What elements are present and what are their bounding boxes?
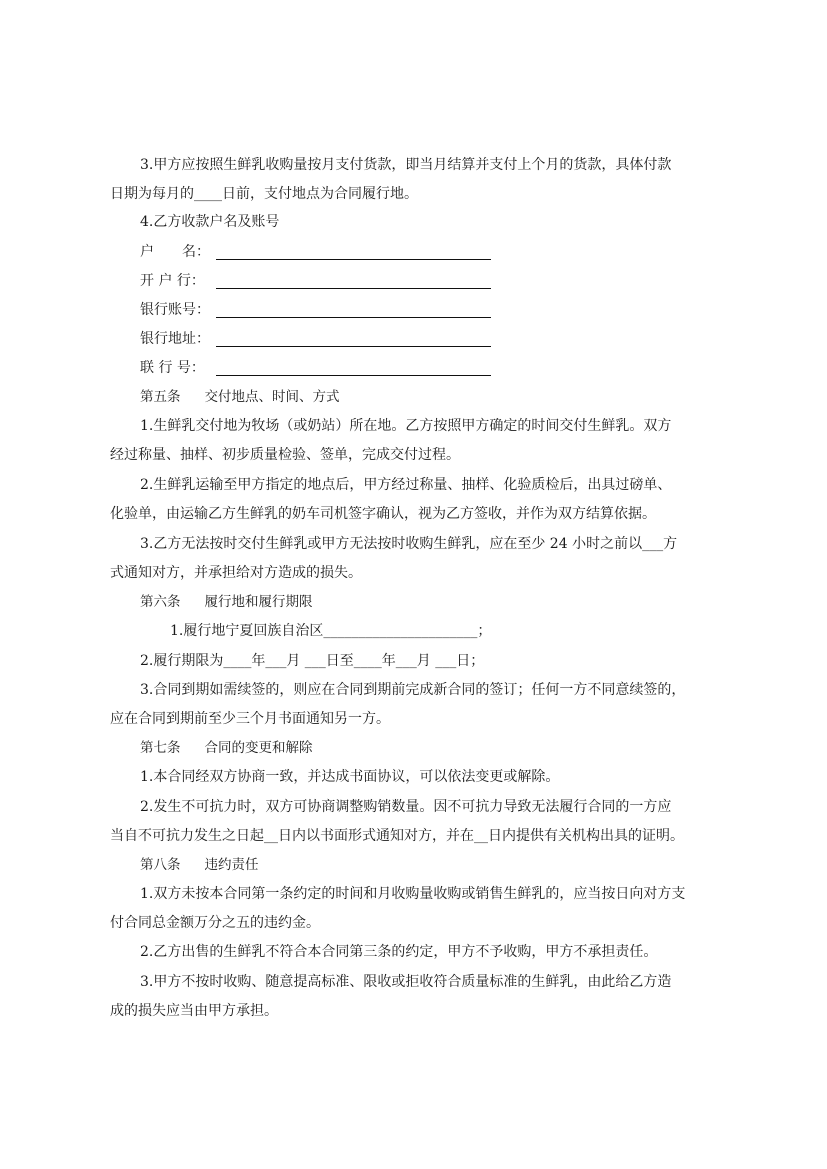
article-number: 第七条	[140, 740, 181, 756]
blank-underline	[216, 346, 491, 347]
account-field-number	[140, 300, 216, 320]
paragraph-line: 当自不可抗力发生之日起__日内以书面形式通知对方，并在__日内提供有关机构出具的证明。	[110, 828, 684, 844]
blank-underline	[216, 375, 491, 376]
field-label: 银行账号：	[140, 302, 210, 318]
paragraph-line: 3.合同到期如需续签的，则应在合同到期前完成新合同的签订；任何一方不同意续签的，	[140, 682, 686, 698]
article-heading	[140, 855, 259, 875]
paragraph-line: 应在合同到期前至少三个月书面通知另一方。	[110, 711, 390, 727]
article-title: 合同的变更和解除	[204, 740, 313, 756]
paragraph-line: 成的损失应当由甲方承担。	[110, 1003, 278, 1019]
paragraph-line: 付合同总金额万分之五的违约金。	[110, 915, 320, 931]
article-number: 第五条	[140, 389, 181, 405]
paragraph-line: 经过称量、抽样、初步质量检验、签单，完成交付过程。	[110, 447, 460, 463]
paragraph-line: 3.乙方无法按时交付生鲜乳或甲方无法按时收购生鲜乳，应在至少 24 小时之前以___方	[140, 536, 678, 552]
paragraph-line: 1.履行地宁夏回族自治区______________________；	[170, 623, 492, 639]
account-field-address	[140, 329, 216, 349]
blank-underline	[216, 259, 491, 260]
article-heading	[140, 592, 313, 612]
article-title: 违约责任	[204, 857, 259, 873]
field-label: 开 户 行：	[140, 273, 205, 289]
field-label: 联 行 号：	[140, 360, 205, 376]
paragraph-line: 1.生鲜乳交付地为牧场（或奶站）所在地。乙方按照甲方确定的时间交付生鲜乳。双方	[140, 418, 672, 434]
article-title: 履行地和履行期限	[204, 594, 313, 610]
paragraph-line: 4.乙方收款户名及账号	[140, 214, 280, 230]
account-field-routing	[140, 358, 216, 378]
account-field-bank	[140, 271, 216, 291]
field-label: 户 名：	[140, 244, 210, 260]
paragraph-line: 3.甲方不按时收购、随意提高标准、限收或拒收符合质量标准的生鲜乳，由此给乙方造	[140, 974, 672, 990]
paragraph-line: 2.履行期限为____年___月 ___日至____年___月 ___日；	[140, 653, 485, 669]
paragraph-line: 2.生鲜乳运输至甲方指定的地点后，甲方经过称量、抽样、化验质检后，出具过磅单、	[140, 477, 672, 493]
blank-underline	[216, 288, 491, 289]
article-title: 交付地点、时间、方式	[204, 389, 340, 405]
paragraph-line: 日期为每月的____日前，支付地点为合同履行地。	[110, 186, 418, 202]
paragraph-line: 2.发生不可抗力时，双方可协商调整购销数量。因不可抗力导致无法履行合同的一方应	[140, 799, 672, 815]
paragraph-line: 3.甲方应按照生鲜乳收购量按月支付货款，即当月结算并支付上个月的货款，具体付款	[140, 157, 672, 173]
article-heading	[140, 387, 340, 407]
paragraph-line: 化验单，由运输乙方生鲜乳的奶车司机签字确认，视为乙方签收，并作为双方结算依据。	[110, 506, 656, 522]
paragraph-line: 2.乙方出售的生鲜乳不符合本合同第三条的约定，甲方不予收购，甲方不承担责任。	[140, 944, 658, 960]
account-field-name	[140, 242, 216, 262]
article-number: 第八条	[140, 857, 181, 873]
article-heading	[140, 738, 313, 758]
blank-underline	[216, 317, 491, 318]
paragraph-line: 1.双方未按本合同第一条约定的时间和月收购量收购或销售生鲜乳的，应当按日向对方支	[140, 886, 686, 902]
field-label: 银行地址：	[140, 331, 210, 347]
article-number: 第六条	[140, 594, 181, 610]
paragraph-line: 1.本合同经双方协商一致，并达成书面协议，可以依法变更或解除。	[140, 769, 560, 785]
paragraph-line: 式通知对方，并承担给对方造成的损失。	[110, 565, 362, 581]
